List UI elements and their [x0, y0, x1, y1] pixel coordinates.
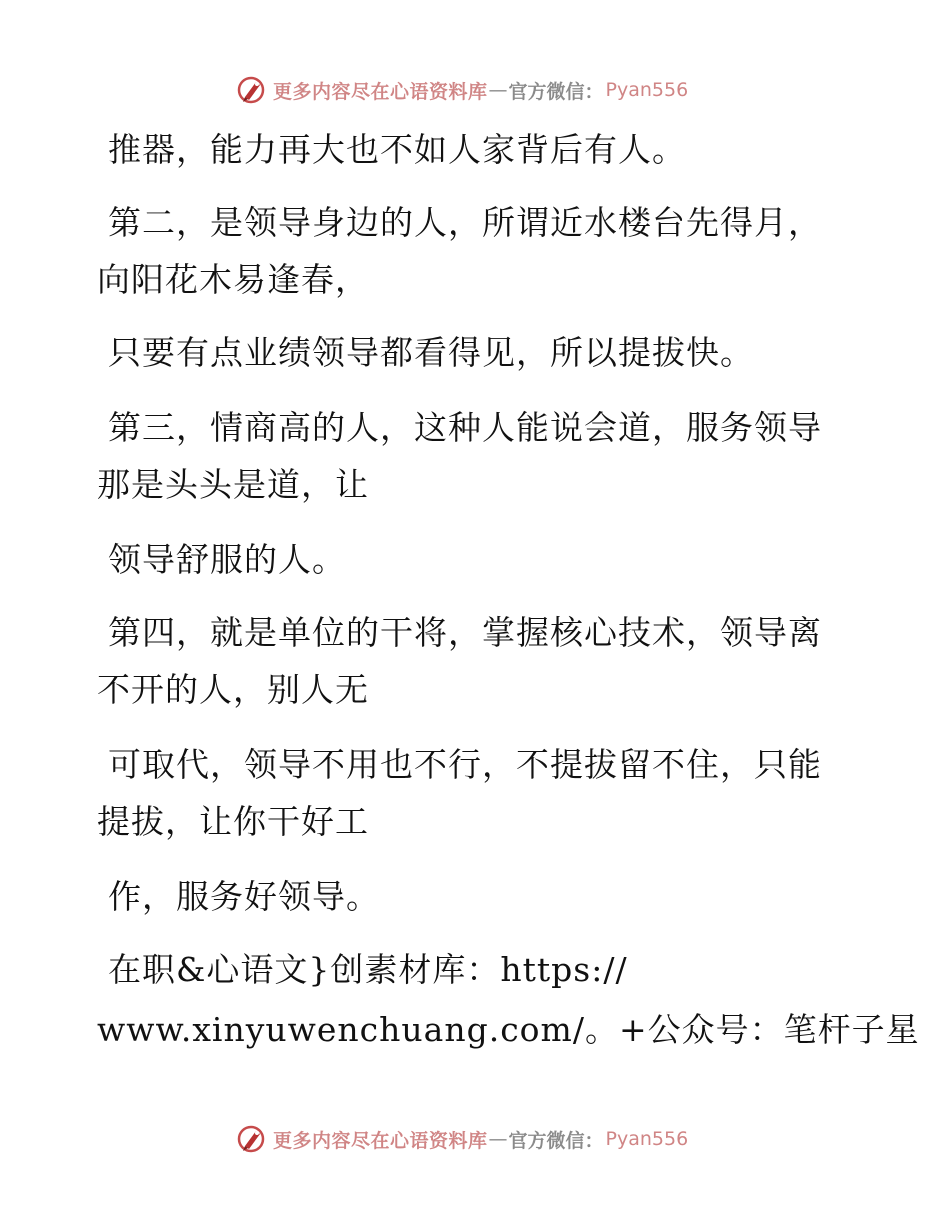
brand-dash: —	[488, 79, 508, 101]
paragraph-line: 不开的人，别人无	[97, 670, 369, 709]
paragraph-line: 提拔，让你干好工	[97, 802, 369, 841]
paragraph-line: 领导舒服的人。	[108, 540, 346, 579]
brand-dash: —	[488, 1128, 508, 1150]
paragraph-line: 推器，能力再大也不如人家背后有人。	[108, 130, 686, 169]
header-banner	[236, 73, 688, 107]
wechat-label: 官方微信：	[508, 1129, 604, 1152]
paragraph-line: www.xinyuwenchuang.com/。+公众号：笔杆子星	[97, 1010, 920, 1049]
paragraph-line: 第三，情商高的人，这种人能说会道，服务领导	[108, 408, 822, 447]
paragraph-line: 作，服务好领导。	[108, 877, 380, 916]
paragraph-line: 可取代，领导不用也不行，不提拔留不住，只能	[108, 745, 822, 784]
brand-text: 更多内容尽在心语资料库	[273, 80, 488, 103]
brand-text: 更多内容尽在心语资料库	[273, 1129, 488, 1152]
paragraph-line: 向阳花木易逢春，	[97, 260, 369, 299]
wechat-label: 官方微信：	[508, 80, 604, 103]
paragraph-line: 只要有点业绩领导都看得见，所以提拔快。	[108, 333, 754, 372]
wechat-id: Pyan556	[605, 79, 689, 101]
footer-banner	[236, 1122, 688, 1156]
paragraph-line: 在职&心语文}创素材库：https://	[108, 950, 628, 989]
paragraph-line: 第四，就是单位的干将，掌握核心技术，领导离	[108, 613, 822, 652]
wechat-id: Pyan556	[605, 1128, 689, 1150]
paragraph-line: 那是头头是道，让	[97, 465, 369, 504]
pen-circle-logo-icon	[236, 1124, 266, 1154]
paragraph-line: 第二，是领导身边的人，所谓近水楼台先得月，	[108, 203, 822, 242]
pen-circle-logo-icon	[236, 75, 266, 105]
